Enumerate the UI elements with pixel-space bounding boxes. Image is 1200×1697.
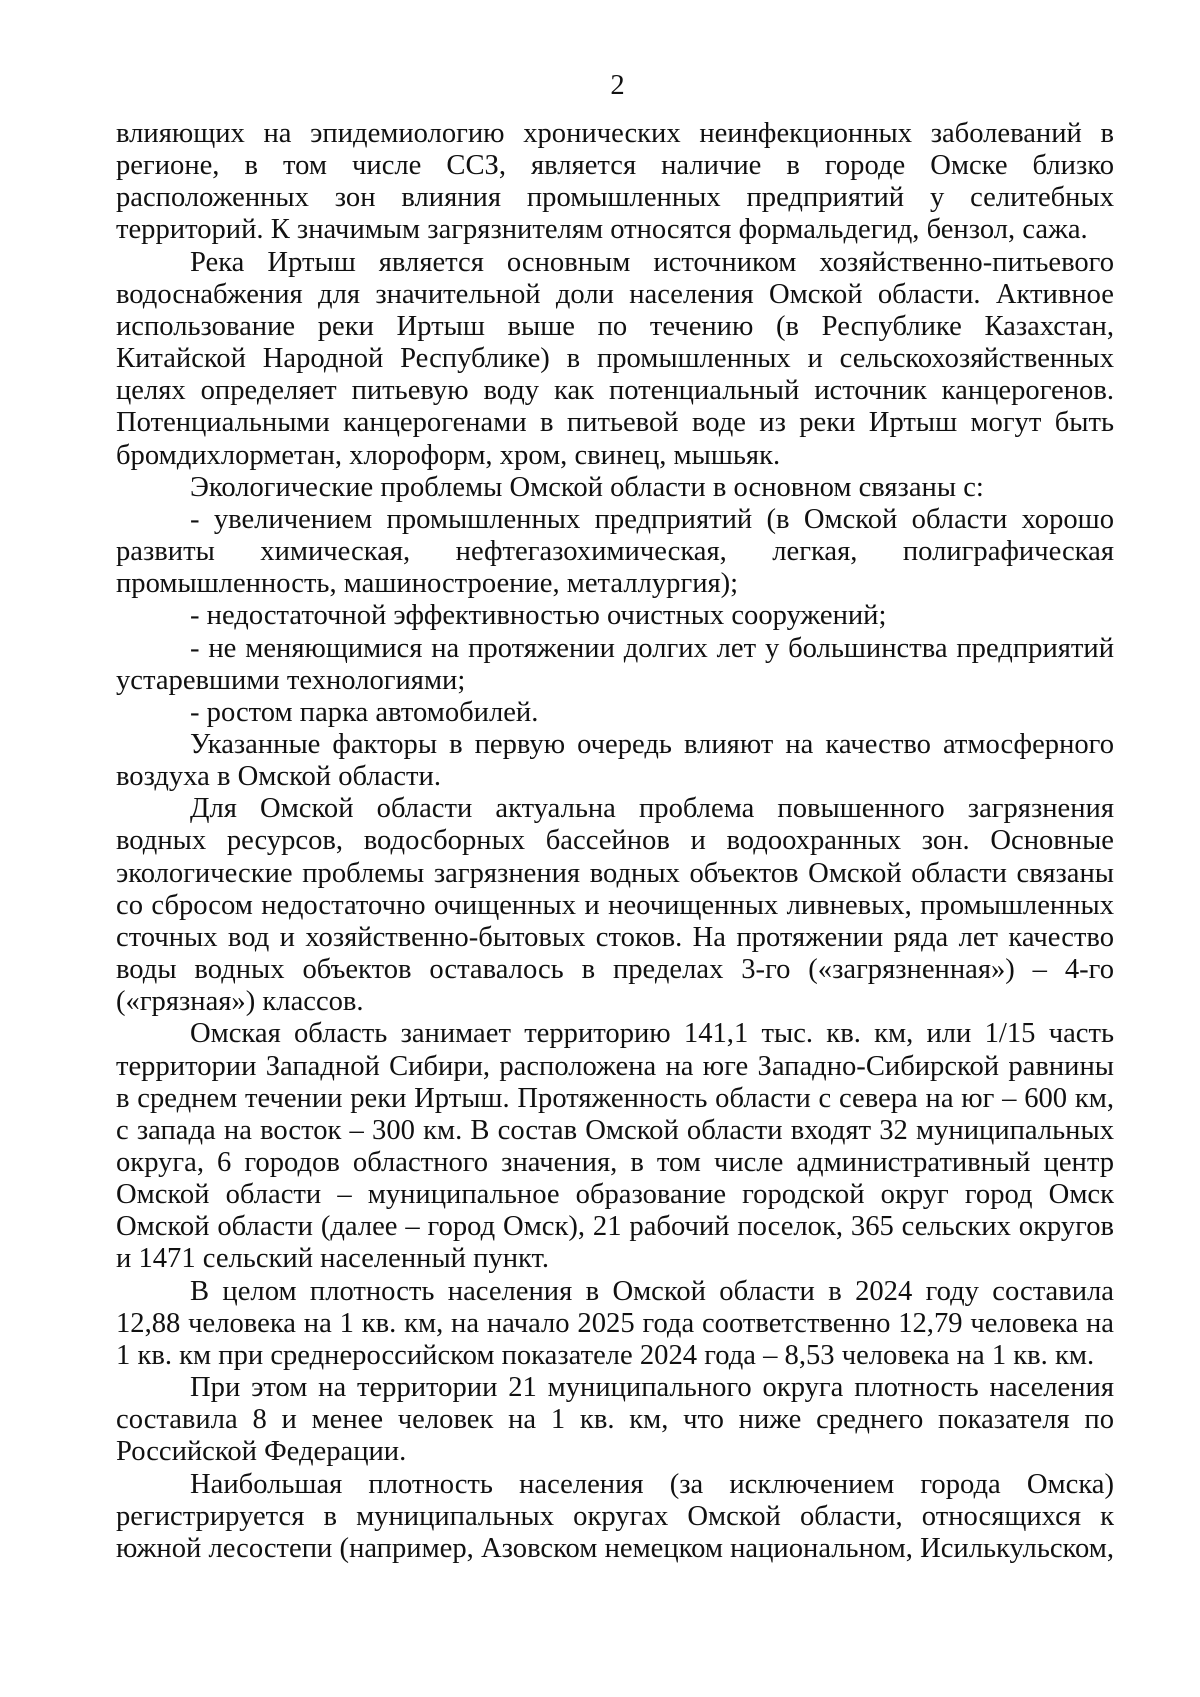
paragraph-population-density: В целом плотность населения в Омской области в 2024 году составила 12,88 человека на 1 кв. км, на начало 2025 года соответственно 12,79 человека на 1 кв. км при среднероссийском показателе 2024 года – 8,53 человека на 1 кв. км. bbox=[116, 1275, 1114, 1371]
paragraph-irtysh-river: Река Иртыш является основным источником хозяйственно-питьевого водоснабжения для значительной доли населения Омской области. Активное использование реки Иртыш выше по течению (в Республике Казахстан, Китайской Народной Республике) в промышленных и сельскохозяйственных целях определяет питьевую воду как потенциальный источник канцерогенов. Потенциальными канцерогенами в питьевой воде из реки Иртыш могут быть бромдихлорметан, хлороформ, хром, свинец, мышьяк. bbox=[116, 246, 1114, 471]
list-item-industrial-growth: - увеличением промышленных предприятий (в Омской области хорошо развиты химическая, нефтегазохимическая, легкая, полиграфическая промышленность, машиностроение, металлургия); bbox=[116, 503, 1114, 600]
list-item-outdated-technologies: - не меняющимися на протяжении долгих лет у большинства предприятий устаревшими технологиями; bbox=[116, 632, 1114, 696]
paragraph-air-quality-factors: Указанные факторы в первую очередь влияют на качество атмосферного воздуха в Омской области. bbox=[116, 728, 1114, 793]
list-item-treatment-facilities: - недостаточной эффективностью очистных сооружений; bbox=[190, 600, 887, 632]
document-body bbox=[116, 118, 1114, 1565]
list-item-vehicle-fleet: - ростом парка автомобилей. bbox=[190, 696, 539, 728]
paragraph-water-pollution: Для Омской области актуальна проблема повышенного загрязнения водных ресурсов, водосборных бассейнов и водоохранных зон. Основные экологические проблемы загрязнения водных объектов Омской области связаны со сбросом недостаточно очищенных и неочищенных ливневых, промышленных сточных вод и хозяйственно-бытовых стоков. На протяжении ряда лет качество воды водных объектов оставалось в пределах 3-го («загрязненная») – 4-го («грязная») классов. bbox=[116, 793, 1114, 1018]
paragraph-region-territory: Омская область занимает территорию 141,1 тыс. кв. км, или 1/15 часть территории Западной Сибири, расположена на юге Западно-Сибирской равнины в среднем течении реки Иртыш. Протяженность области с севера на юг – 600 км, с запада на восток – 300 км. В состав Омской области входят 32 муниципальных округа, 6 городов областного значения, в том числе административный центр Омской области – муниципальное образование городской округ город Омск Омской области (далее – город Омск), 21 рабочий поселок, 365 сельских округов и 1471 сельский населенный пункт. bbox=[116, 1018, 1114, 1275]
paragraph-ecological-problems-intro: Экологические проблемы Омской области в основном связаны с: bbox=[190, 471, 984, 503]
paragraph-continuation-chronic-diseases: влияющих на эпидемиологию хронических неинфекционных заболеваний в регионе, в том числе ССЗ, является наличие в городе Омске близко расположенных зон влияния промышленных предприятий у селитебных территорий. К значимым загрязнителям относятся формальдегид, бензол, сажа. bbox=[116, 118, 1114, 246]
paragraph-highest-density: Наибольшая плотность населения (за исключением города Омска) регистрируется в муниципальных округах Омской области, относящихся к южной лесостепи (например, Азовском немецком национальном, Исилькульском, bbox=[116, 1468, 1114, 1564]
page-number: 2 bbox=[610, 70, 625, 101]
paragraph-municipal-density: При этом на территории 21 муниципального округа плотность населения составила 8 и менее человек на 1 кв. км, что ниже среднего показателя по Российской Федерации. bbox=[116, 1372, 1114, 1468]
